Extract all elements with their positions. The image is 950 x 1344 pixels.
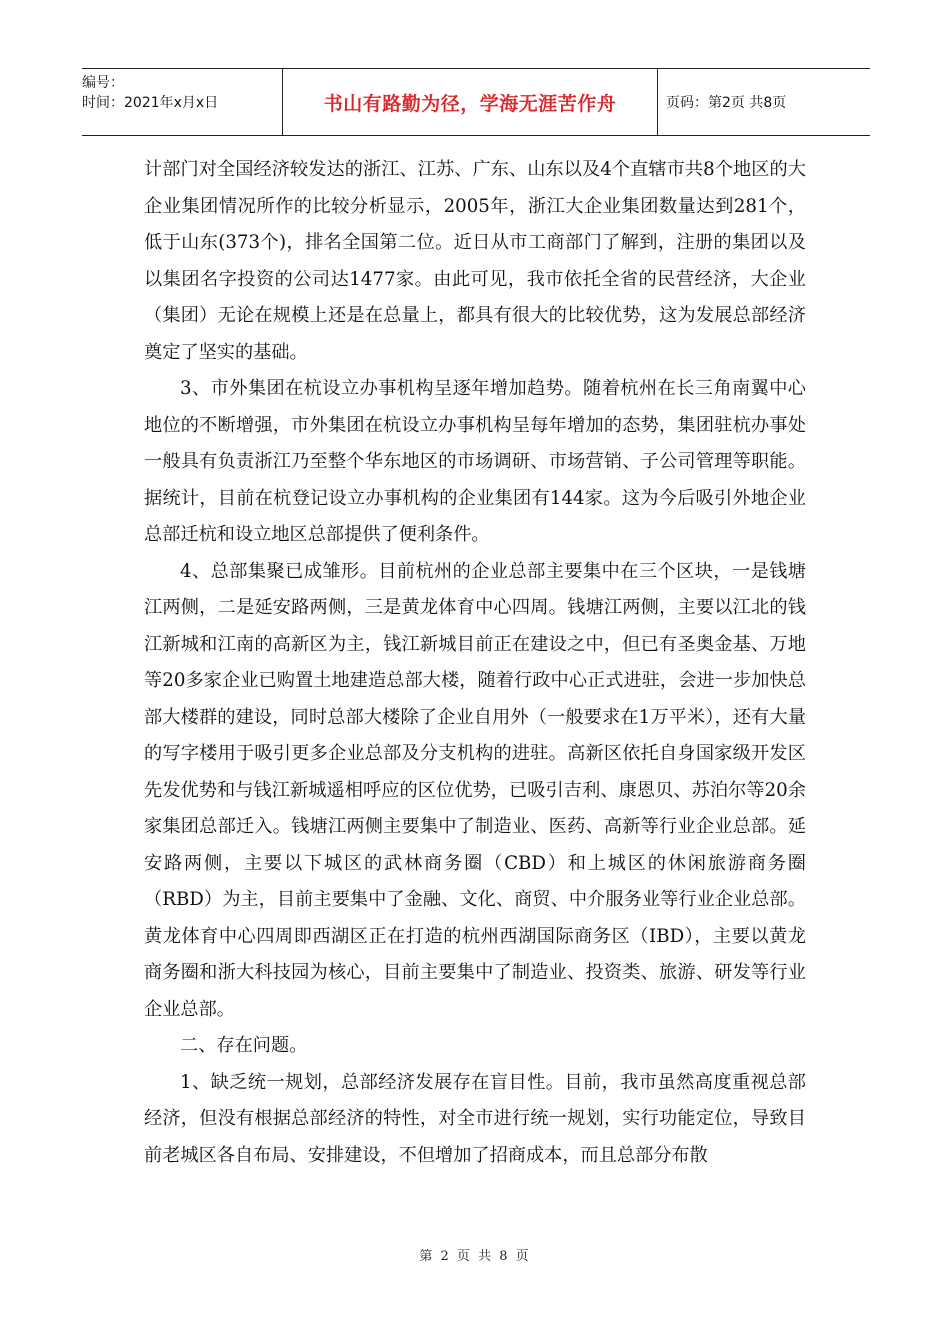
body-paragraph: 计部门对全国经济较发达的浙江、江苏、广东、山东以及4个直辖市共8个地区的大企业集团情况所作的比较分析显示，2005年，浙江大企业集团数量达到281个，低于山东(373个)，排名全国第二位。近日从市工商部门了解到，注册的集团以及以集团名字投资的公司达1477家。由此可见，我市依托全省的民营经济，大企业（集团）无论在规模上还是在总量上，都具有很大的比较优势，这为发展总部经济奠定了坚实的基础。 xyxy=(144,159,806,363)
header-page-info: 页码：第2页 共8页 xyxy=(666,95,787,111)
header-motto: 书山有路勤为径，学海无涯苦作舟 xyxy=(283,69,658,135)
body-paragraph: 1、缺乏统一规划，总部经济发展存在盲目性。目前，我市虽然高度重视总部经济，但没有根据总部经济的特性，对全市进行统一规划，实行功能定位，导致目前老城区各自布局、安排建设，不但增加了招商成本，而且总部分布散 xyxy=(144,1071,806,1166)
section-heading: 二、存在问题。 xyxy=(180,1035,308,1056)
body-paragraph: 3、市外集团在杭设立办事机构呈逐年增加趋势。随着杭州在长三角南翼中心地位的不断增强，市外集团在杭设立办事机构呈每年增加的态势，集团驻杭办事处一般具有负责浙江乃至整个华东地区的市场调研、市场营销、子公司管理等职能。据统计，目前在杭登记设立办事机构的企业集团有144家。这为今后吸引外地企业总部迁杭和设立地区总部提供了便利条件。 xyxy=(144,378,806,545)
document-number: 编号： xyxy=(82,75,124,91)
header-meta xyxy=(82,69,283,135)
body-paragraph: 4、总部集聚已成雏形。目前杭州的企业总部主要集中在三个区块，一是钱塘江两侧，二是延安路两侧，三是黄龙体育中心四周。钱塘江两侧，主要以江北的钱江新城和江南的高新区为主，钱江新城目前正在建设之中，但已有圣奥金基、万地等20多家企业已购置土地建造总部大楼，随着行政中心正式进驻，会进一步加快总部大楼群的建设，同时总部大楼除了企业自用外（一般要求在1万平米），还有大量的写字楼用于吸引更多企业总部及分支机构的进驻。高新区依托自身国家级开发区先发优势和与钱江新城遥相呼应的区位优势，已吸引吉利、康恩贝、苏泊尔等20余家集团总部迁入。钱塘江两侧主要集中了制造业、医药、高新等行业企业总部。延安路两侧，主要以下城区的武林商务圈（CBD）和上城区的休闲旅游商务圈（RBD）为主，目前主要集中了金融、文化、商贸、中介服务业等行业企业总部。黄龙体育中心四周即西湖区正在打造的杭州西湖国际商务区（IBD），主要以黄龙商务圈和浙大科技园为核心，目前主要集中了制造业、投资类、旅游、研发等行业企业总部。 xyxy=(144,560,806,1020)
page-header xyxy=(82,68,870,136)
document-body xyxy=(144,152,806,1174)
document-date: 时间：2021年x月x日 xyxy=(82,95,219,111)
page-footer: 第 2 页 共 8 页 xyxy=(419,1249,531,1264)
